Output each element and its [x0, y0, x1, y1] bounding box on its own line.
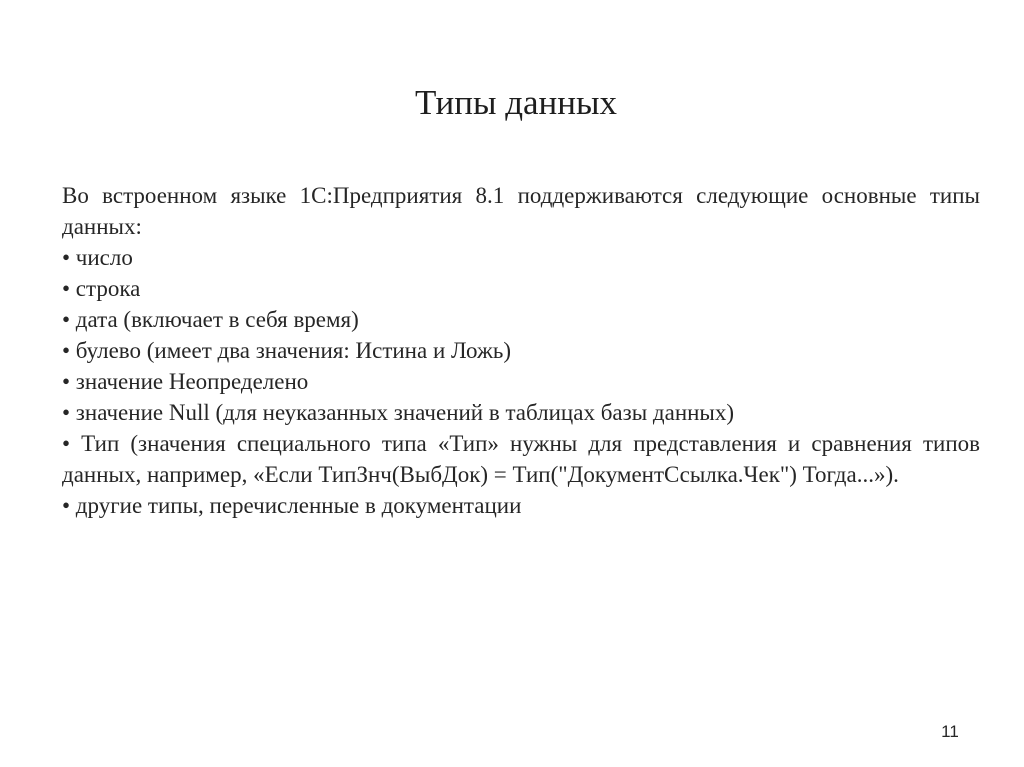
list-item-date: • дата (включает в себя время) [62, 307, 359, 332]
list-item-other-types: • другие типы, перечисленные в документации [62, 493, 522, 518]
list-item-number: • число [62, 245, 133, 270]
list-item-null: • значение Null (для неуказанных значений в таблицах базы данных) [62, 400, 735, 425]
page-number: 11 [941, 722, 959, 741]
intro-paragraph: Во встроенном языке 1С:Предприятия 8.1 поддерживаются следующие основные типы данных: [62, 183, 980, 239]
list-item-string: • строка [62, 276, 141, 301]
list-item-boolean: • булево (имеет два значения: Истина и Ложь) [62, 338, 512, 363]
slide-title: Типы данных [414, 83, 618, 122]
list-item-undefined: • значение Неопределено [62, 369, 309, 394]
slide-body [62, 180, 980, 521]
data-types-list [62, 242, 980, 521]
list-item-type: • Тип (значения специального типа «Тип» нужны для представления и сравнения типов данных, например, «Если ТипЗнч(ВыбДок) = Тип("ДокументСсылка.Чек") Тогда...»). [62, 431, 980, 487]
